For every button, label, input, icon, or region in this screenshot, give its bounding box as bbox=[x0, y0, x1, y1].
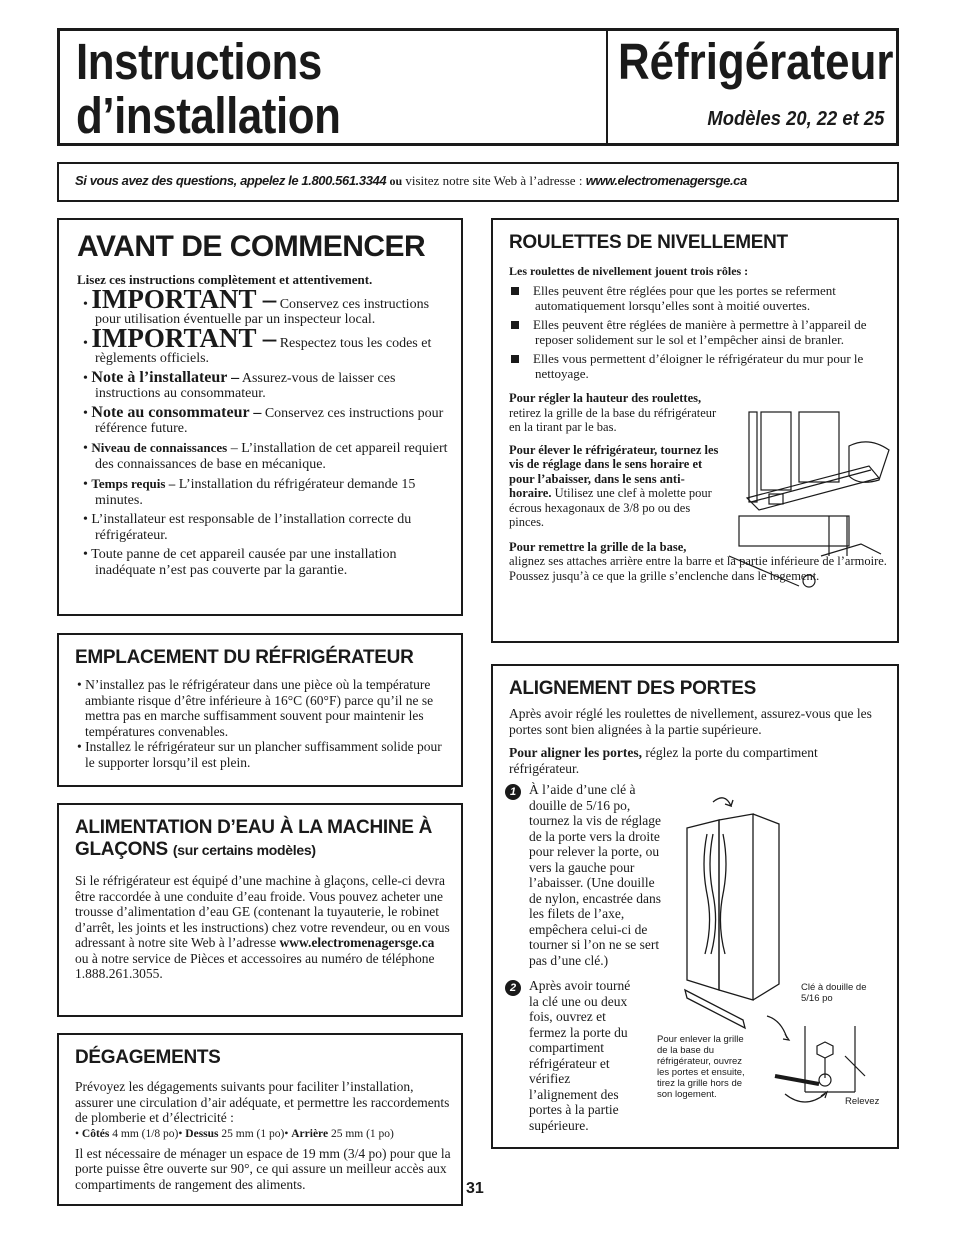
skill-level: • Niveau de connaissances – L’installation de cet appareil requiert des connaissances de base en mécanique. bbox=[83, 440, 448, 472]
instruction-label: Pour régler la hauteur des roulettes, bbox=[509, 391, 702, 405]
list-item bbox=[509, 351, 887, 381]
instruction-text: réglez la porte du compartiment réfrigérateur. bbox=[509, 745, 818, 776]
section-body: Il est nécessaire de ménager un espace de 19 mm (3/4 po) pour que la porte puisse être ouverte sur 90°, ce qui assure un meilleur accès aux compartiments de rangement des aliments. bbox=[75, 1145, 451, 1192]
note-label: Niveau de connaissances bbox=[91, 440, 228, 455]
section-heading: EMPLACEMENT DU RÉFRIGÉRATEUR bbox=[75, 647, 414, 668]
step-1 bbox=[509, 782, 669, 968]
section-roulettes bbox=[491, 218, 899, 643]
important-text: Respectez tous les codes et règlements officiels. bbox=[95, 336, 432, 366]
installer-responsible: • L’installateur est responsable de l’installation correcte du réfrigérateur. bbox=[83, 512, 412, 543]
step-text bbox=[509, 978, 641, 1133]
instruction-label: Pour élever le réfrigérateur, tournez les vis de réglage dans le sens horaire et pour l’abaisser, dans le sens anti-horaire. bbox=[509, 442, 719, 500]
clearance-list: • Côtés 4 mm (1/8 po)• Dessus 25 mm (1 po)• Arrière 25 mm (1 po) bbox=[75, 1127, 394, 1140]
title-divider bbox=[606, 31, 608, 143]
product-title: Réfrigérateur bbox=[618, 33, 894, 90]
time-required: • Temps requis – L’installation du réfrigérateur demande 15 minutes. bbox=[83, 476, 416, 508]
list-item bbox=[509, 317, 887, 347]
section-body bbox=[75, 873, 451, 982]
section-avant bbox=[57, 218, 463, 616]
list-item: • Installez le réfrigérateur sur un plancher suffisamment solide pour le supporter lorsqu’il est plein. bbox=[77, 739, 442, 770]
adjust-instruction bbox=[509, 391, 727, 435]
contact-url[interactable]: www.electromenagersge.ca bbox=[585, 173, 747, 188]
heading-note: (sur certains modèles) bbox=[172, 842, 316, 858]
section-alimentation bbox=[57, 803, 463, 1017]
clearance-value: 4 mm (1/8 po) bbox=[112, 1127, 179, 1140]
raise-caption: Relevez bbox=[845, 1096, 880, 1107]
note-label: Note au consommateur – bbox=[91, 404, 262, 421]
warranty-note: • Toute panne de cet appareil causée par une installation inadéquate n’est pas couverte par la garantie. bbox=[83, 547, 397, 578]
note-text: Conservez ces instructions pour référence future. bbox=[95, 406, 444, 436]
instruction-label: Pour aligner les portes, bbox=[509, 745, 642, 760]
website-link[interactable]: www.electromenagersge.ca bbox=[279, 935, 435, 950]
clearance-value: 25 mm (1 po) bbox=[221, 1127, 285, 1140]
instruction-text: retirez la grille de la base du réfrigérateur en la tirant par le bas. bbox=[509, 405, 717, 434]
note-text: – L’installation de cet appareil requiert des connaissances de base en mécanique. bbox=[95, 441, 448, 472]
contact-ou: ou bbox=[389, 174, 403, 188]
title-line-2: d’installation bbox=[76, 87, 341, 144]
important-2: • IMPORTANT – Respectez tous les codes et règlements officiels. bbox=[83, 323, 432, 366]
important-1: • IMPORTANT – Conservez ces instructions pour utilisation éventuelle par un inspecteur local. bbox=[83, 284, 430, 327]
note-label: Temps requis – bbox=[91, 476, 176, 491]
body-text: Si le réfrigérateur est équipé d’une machine à glaçons, celle-ci devra être raccordée à une conduite d’eau froide. Vous pouvez acheter une trousse d’alimentation d’eau GE (contenant la tuyauterie, le robinet d’arrêt, les joints et les instructions) chez votre revendeur, ou en vous adressant à notre site Web à l’adresse bbox=[75, 873, 450, 950]
section-body: Après avoir réglé les roulettes de nivellement, assurez-vous que les portes sont bien alignées à la partie supérieure. bbox=[509, 706, 872, 737]
refrigerator-illustration bbox=[683, 794, 803, 1034]
important-label: IMPORTANT – bbox=[91, 323, 277, 353]
section-heading bbox=[75, 817, 451, 861]
step-text: À l’aide d’une clé à douille de 5/16 po, tournez la vis de réglage de la porte vers la droite pour relever la porte, ou vers la gauche pour l’abaisser. (Une douille de nylon, encastrée dans les filets de l’axe, empêchera celui-ci de tourner si l’on ne se sert pas d’une clé.) bbox=[529, 782, 661, 968]
page-number: 31 bbox=[466, 1180, 484, 1197]
section-lead: Lisez ces instructions complètement et attentivement. bbox=[77, 272, 373, 287]
grille-caption: Pour enlever la grille de la base du réfrigérateur, ouvrez les portes et ensuite, tirez la grille hors de son logement. bbox=[657, 1034, 745, 1100]
wrench-caption: Clé à douille de 5/16 po bbox=[801, 982, 867, 1004]
important-text: Conservez ces instructions pour utilisation éventuelle par un inspecteur local. bbox=[95, 297, 430, 327]
contact-visit: visitez notre site Web à l’adresse : bbox=[405, 173, 583, 188]
section-heading: AVANT DE COMMENCER bbox=[77, 230, 426, 263]
section-degagements bbox=[57, 1033, 463, 1206]
leveling-roller-illustration bbox=[729, 406, 895, 606]
list-item-text: N’installez pas le réfrigérateur dans une pièce où la température ambiante risque d’être inférieure à 16°C (60°F) parce qu’il ne se mettra pas en marche suffisamment souvent pour maintenir les températures convenables. bbox=[85, 677, 434, 739]
list-item bbox=[509, 283, 887, 313]
note-text: Toute panne de cet appareil causée par une installation inadéquate n’est pas couverte par la garantie. bbox=[91, 547, 397, 578]
step-number-icon: 2 bbox=[505, 980, 521, 996]
square-bullet-icon bbox=[511, 321, 519, 329]
list-item-text: Elles vous permettent d’éloigner le réfrigérateur du mur pour le nettoyage. bbox=[533, 351, 864, 381]
section-alignement bbox=[491, 664, 899, 1149]
note-text: Assurez-vous de laisser ces instructions au consommateur. bbox=[95, 371, 396, 401]
list-item-text: Elles peuvent être réglées pour que les portes se referment automatiquement lorsqu’elles sont à moitié ouvertes. bbox=[533, 283, 836, 313]
section-lead: Les roulettes de nivellement jouent trois rôles : bbox=[509, 264, 749, 278]
section-heading: ROULETTES DE NIVELLEMENT bbox=[509, 232, 788, 253]
contact-box bbox=[57, 162, 899, 202]
step-number-icon: 1 bbox=[505, 784, 521, 800]
note-text: L’installateur est responsable de l’installation correcte du réfrigérateur. bbox=[91, 512, 412, 543]
section-emplacement bbox=[57, 633, 463, 787]
title-box bbox=[57, 28, 899, 146]
instruction-text: alignez ses attaches arrière entre la barre et la partie inférieure de l’armoire. Poussez jusqu’à ce que la grille s’enclenche dans le logement. bbox=[509, 554, 887, 583]
clearance-label: Dessus bbox=[185, 1127, 219, 1140]
list-item-text: Installez le réfrigérateur sur un plancher suffisamment solide pour le supporter lorsqu’il est plein. bbox=[85, 739, 442, 770]
models-subtitle: Modèles 20, 22 et 25 bbox=[707, 108, 884, 130]
clearance-label: Arrière bbox=[291, 1127, 329, 1140]
section-body: Prévoyez les dégagements suivants pour faciliter l’installation, assurer une circulation d’air adéquate, et permettre les raccordements de plomberie et d’électricité : bbox=[75, 1079, 450, 1125]
note-installer: • Note à l’installateur – Assurez-vous de laisser ces instructions au consommateur. bbox=[83, 369, 396, 401]
square-bullet-icon bbox=[511, 287, 519, 295]
list-item: • N’installez pas le réfrigérateur dans une pièce où la température ambiante risque d’être inférieure à 16°C (60°F) parce qu’il ne se mettra pas en marche suffisamment souvent pour maintenir les températures convenables. bbox=[77, 677, 434, 739]
title-line-1: Instructions bbox=[76, 33, 322, 90]
document-title bbox=[76, 35, 340, 143]
clearance-value: 25 mm (1 po) bbox=[330, 1127, 394, 1140]
note-text: L’installation du réfrigérateur demande 15 minutes. bbox=[95, 477, 416, 508]
note-consumer: • Note au consommateur – Conservez ces instructions pour référence future. bbox=[83, 404, 444, 436]
important-label: IMPORTANT – bbox=[91, 284, 277, 314]
align-instruction bbox=[509, 745, 887, 776]
section-heading: ALIGNEMENT DES PORTES bbox=[509, 678, 757, 699]
step-text-content: Après avoir tourné la clé une ou deux fois, ouvrez et fermez la porte du compartiment réfrigérateur et vérifiez l’alignement des portes à la partie supérieure. bbox=[529, 978, 631, 1133]
instruction-text: Utilisez une clef à molette pour écrous hexagonaux de 3/8 po ou des pinces. bbox=[509, 486, 712, 529]
instruction-label: Pour remettre la grille de la base, bbox=[509, 539, 687, 554]
heading-text: ALIMENTATION D’EAU À LA MACHINE À GLAÇONS bbox=[75, 817, 433, 860]
body-text: ou à notre service de Pièces et accessoires au numéro de téléphone 1.888.261.3055. bbox=[75, 950, 435, 981]
square-bullet-icon bbox=[511, 355, 519, 363]
wrench-detail-illustration bbox=[755, 1006, 895, 1136]
raise-instruction bbox=[509, 443, 727, 530]
section-heading: DÉGAGEMENTS bbox=[75, 1047, 221, 1068]
contact-question: Si vous avez des questions, appelez le 1.800.561.3344 bbox=[75, 173, 387, 188]
clearance-label: Côtés bbox=[81, 1127, 110, 1140]
contact-line bbox=[75, 173, 747, 189]
list-item-text: Elles peuvent être réglées de manière à permettre à l’appareil de reposer solidement sur le sol et l’empêcher ainsi de branler. bbox=[533, 317, 867, 347]
note-label: Note à l’installateur – bbox=[91, 369, 240, 386]
